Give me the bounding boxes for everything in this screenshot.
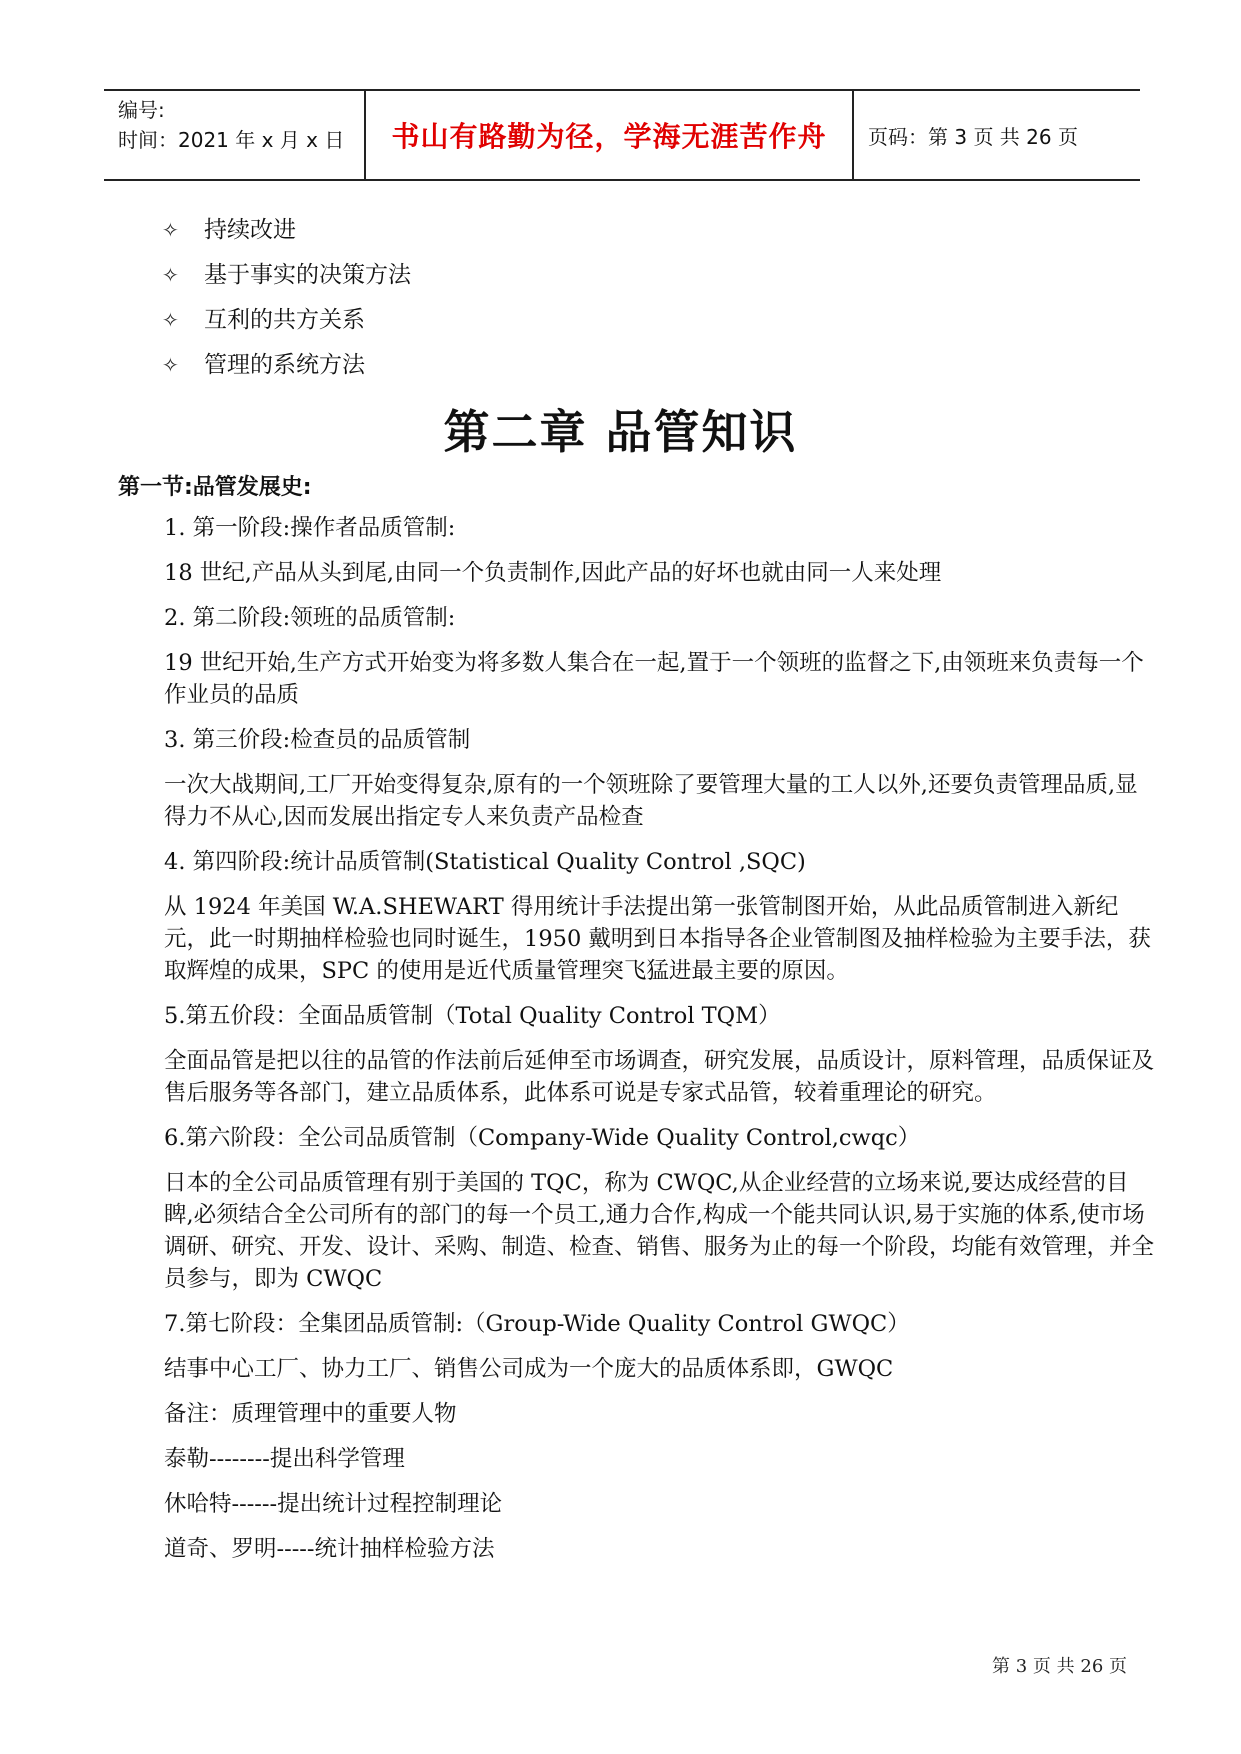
stage-heading: 6.第六阶段：全公司品质管制（Company-Wide Quality Control,cwqc） — [164, 1125, 921, 1151]
list-item-text: 互利的共方关系 — [204, 307, 365, 333]
document-body — [164, 512, 1156, 1578]
stage-heading: 5.第五价段：全面品质管制（Total Quality Control TQM） — [164, 1003, 781, 1029]
body-paragraph: 一次大战期间,工厂开始变得复杂,原有的一个领班除了要管理大量的工人以外,还要负责管理品质,显得力不从心,因而发展出指定专人来负责产品检查 — [164, 772, 1138, 830]
motto: 书山有路勤为径，学海无涯苦作舟 — [366, 91, 854, 179]
list-item-text: 持续改进 — [204, 217, 296, 243]
body-paragraph: 日本的全公司品质管理有别于美国的 TQC，称为 CWQC,从企业经营的立场来说,要达成经营的目睥,必须结合全公司所有的部门的每一个员工,通力合作,构成一个能共同认识,易于实施的体系,使市场调研、研究、开发、设计、采购、制造、检查、销售、服务为止的每一个阶段，均能有效管理，并全员参与，即为 CWQC — [164, 1170, 1155, 1292]
body-paragraph: 从 1924 年美国 W.A.SHEWART 得用统计手法提出第一张管制图开始，从此品质管制进入新纪元，此一时期抽样检验也同时诞生，1950 戴明到日本指导各企业管制图及抽样检验为主要手法，获取辉煌的成果，SPC 的使用是近代质量管理突飞猛进最主要的原因。 — [164, 894, 1151, 984]
list-item — [162, 253, 411, 298]
list-item-text: 基于事实的决策方法 — [204, 262, 411, 288]
person-line: 泰勒--------提出科学管理 — [164, 1446, 405, 1472]
page-footer: 第 3 页 共 26 页 — [992, 1656, 1127, 1677]
diamond-star-icon: ✧ — [162, 308, 179, 332]
list-item — [162, 343, 411, 388]
list-item — [162, 208, 411, 253]
page-label: 页码：第 3 页 共 26 页 — [868, 124, 1078, 149]
list-item — [162, 298, 411, 343]
stage-heading: 1. 第一阶段:操作者品质管制: — [164, 515, 456, 541]
stage-heading: 7.第七阶段：全集团品质管制:（Group-Wide Quality Control GWQC） — [164, 1311, 910, 1337]
body-paragraph: 全面品管是把以往的品管的作法前后延伸至市场调查，研究发展，品质设计，原料管理，品质保证及售后服务等各部门，建立品质体系，此体系可说是专家式品管，较着重理论的研究。 — [164, 1048, 1155, 1106]
person-line: 休哈特------提出统计过程控制理论 — [164, 1491, 503, 1517]
header-meta — [104, 91, 366, 179]
body-paragraph: 19 世纪开始,生产方式开始变为将多数人集合在一起,置于一个领班的监督之下,由领班来负责每一个作业员的品质 — [164, 650, 1144, 708]
stage-heading: 4. 第四阶段:统计品质管制(Statistical Quality Control ,SQC) — [164, 849, 806, 875]
body-paragraph: 18 世纪,产品从头到尾,由同一个负责制作,因此产品的好坏也就由同一人来处理 — [164, 560, 942, 586]
chapter-title: 第二章 品管知识 — [443, 405, 798, 459]
note-heading: 备注：质理管理中的重要人物 — [164, 1401, 457, 1427]
body-paragraph: 结事中心工厂、协力工厂、销售公司成为一个庞大的品质体系即，GWQC — [164, 1356, 894, 1382]
page-header — [104, 89, 1140, 181]
diamond-star-icon: ✧ — [162, 218, 179, 242]
stage-heading: 3. 第三价段:检查员的品质管制 — [164, 727, 471, 753]
list-item-text: 管理的系统方法 — [204, 352, 365, 378]
bullet-list — [162, 208, 411, 388]
number-label: 编号: — [118, 98, 165, 122]
time-label: 时间：2021 年 x 月 x 日 — [118, 128, 345, 152]
stage-heading: 2. 第二阶段:领班的品质管制: — [164, 605, 456, 631]
diamond-star-icon: ✧ — [162, 353, 179, 377]
person-line: 道奇、罗明-----统计抽样检验方法 — [164, 1536, 495, 1562]
section-title: 第一节:品管发展史: — [118, 475, 312, 500]
diamond-star-icon: ✧ — [162, 263, 179, 287]
